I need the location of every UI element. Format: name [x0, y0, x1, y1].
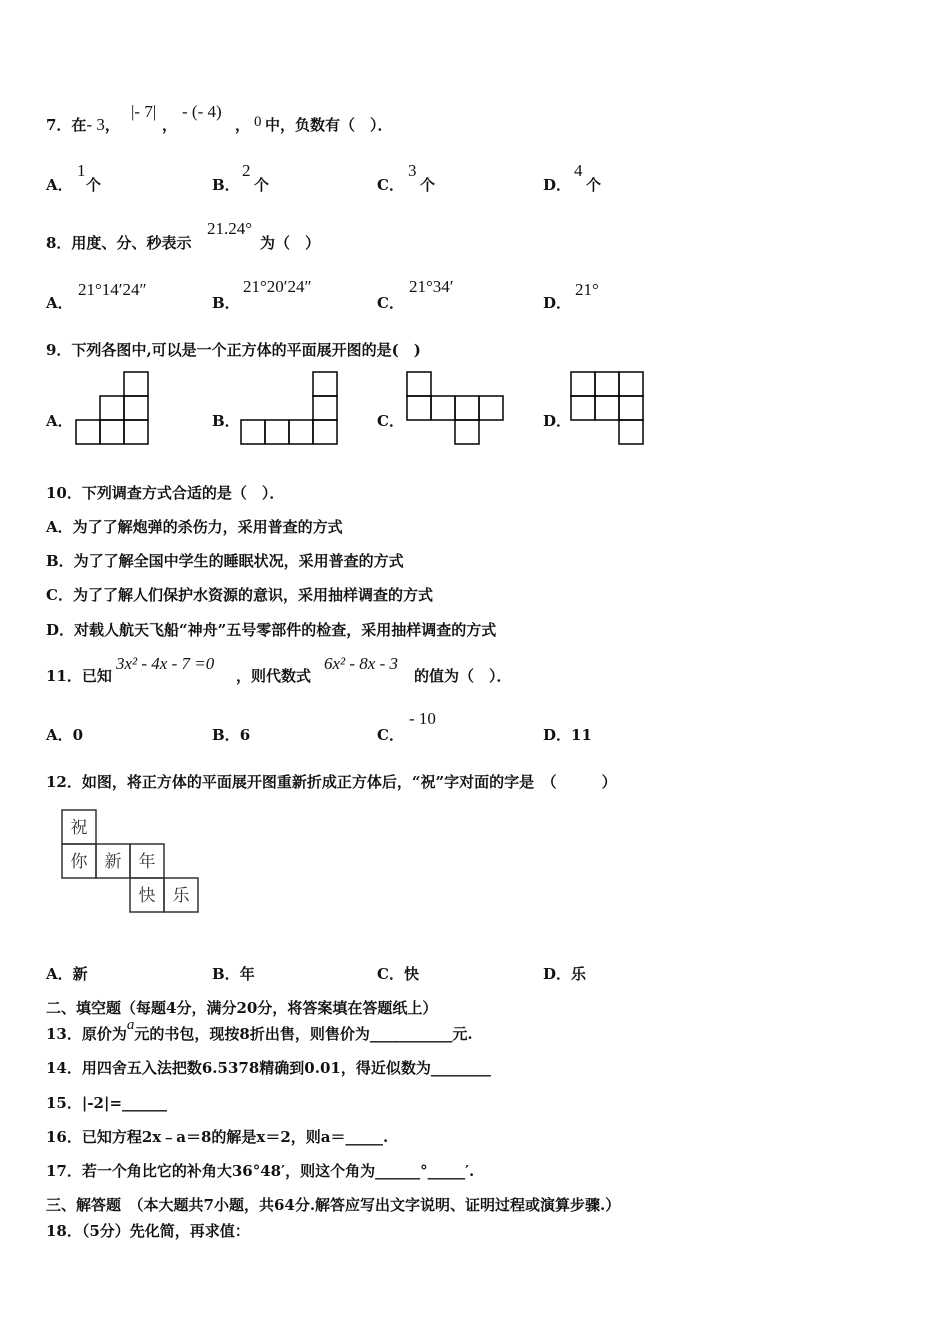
q9-net-a [76, 372, 150, 445]
q10-option-d[interactable]: D．对载人航天飞船“神舟”五号零部件的检查，采用抽样调查的方式 [46, 621, 497, 639]
q11-option-c[interactable]: C． [377, 726, 404, 744]
q7-stem: 7．在- 3， [46, 115, 120, 134]
q11-option-a[interactable]: A．0 [46, 726, 84, 744]
q8-option-a[interactable]: A． [46, 294, 73, 312]
q8-stem: 8．用度、分、秒表示 [46, 234, 192, 252]
q7-option-d[interactable]: D． [543, 176, 572, 194]
q12-stem: 12．如图，将正方体的平面展开图重新折成正方体后，“祝”字对面的字是 （ ） [46, 773, 617, 791]
q9-net-d [571, 372, 647, 445]
net-cell-nian: 年 [138, 852, 156, 872]
q7-option-a[interactable]: A． [46, 176, 73, 194]
q17: 17．若一个角比它的补角大36°48′，则这个角为______°_____′. [46, 1162, 475, 1180]
q7-option-b[interactable]: B． [212, 176, 240, 194]
net-cell-ni: 你 [70, 852, 88, 872]
q7-term-3: - (- 4) [182, 102, 222, 121]
q7-option-c[interactable]: C． [377, 176, 404, 194]
q10-option-b[interactable]: B．为了了解全国中学生的睡眠状况，采用普查的方式 [46, 552, 404, 570]
q10-stem: 10．下列调查方式合适的是（ ）． [46, 484, 285, 502]
q8-value: 21.24° [207, 219, 253, 238]
q15: 15．|-2|=______ [46, 1094, 168, 1112]
net-cell-xin: 新 [104, 852, 122, 872]
q9-option-d[interactable]: D． [543, 412, 572, 430]
q9-net-b [241, 372, 339, 445]
q12-option-d[interactable]: D．乐 [543, 965, 587, 983]
q12-option-b[interactable]: B．年 [212, 965, 255, 983]
q8-option-b[interactable]: B． [212, 294, 240, 312]
net-cell-le: 乐 [172, 886, 190, 906]
section-2-heading: 二、填空题（每题4分，满分20分，将答案填在答题纸上） [46, 999, 438, 1017]
q13: 13．原价为a元的书包，现按8折出售，则售价为___________元. [46, 1017, 473, 1043]
q12-cube-net [61, 809, 203, 915]
q9-net-c [407, 372, 505, 445]
q14: 14．用四舍五入法把数6.5378精确到0.01，得近似数为________ [46, 1059, 491, 1077]
q11-equation: 3x² - 4x - 7 =0 [116, 654, 215, 673]
q11-option-b[interactable]: B．6 [212, 726, 251, 744]
q18: 18．（5分）先化简，再求值： [46, 1222, 250, 1240]
q12-option-a[interactable]: A．新 [46, 965, 88, 983]
q10-option-a[interactable]: A．为了了解炮弹的杀伤力，采用普查的方式 [46, 518, 343, 536]
q10-option-c[interactable]: C．为了了解人们保护水资源的意识，采用抽样调查的方式 [46, 586, 433, 604]
q16: 16．已知方程2x﹣a＝8的解是x＝2，则a＝_____. [46, 1128, 389, 1146]
q7-term-4: 0 [254, 114, 262, 130]
net-cell-zhu: 祝 [70, 818, 88, 838]
q11-stem: 11．已知 [46, 667, 112, 685]
net-cell-kuai: 快 [138, 886, 156, 906]
q9-option-b[interactable]: B． [212, 412, 240, 430]
q8-option-c[interactable]: C． [377, 294, 404, 312]
q11-expression: 6x² - 8x - 3 [324, 654, 399, 673]
q7-term-1: - 3 [86, 115, 105, 134]
q12-option-c[interactable]: C．快 [377, 965, 419, 983]
q7-term-2: |- 7| [131, 102, 157, 121]
q9-option-c[interactable]: C． [377, 412, 404, 430]
section-3-heading: 三、解答题 （本大题共7小题，共64分.解答应写出文字说明、证明过程或演算步骤.） [46, 1196, 621, 1214]
q7-suffix: 中，负数有（ ）． [265, 116, 393, 134]
q11-option-d[interactable]: D．11 [543, 726, 592, 744]
q9-stem: 9．下列各图中,可以是一个正方体的平面展开图的是( ) [46, 341, 421, 359]
q8-option-d[interactable]: D． [543, 294, 572, 312]
q9-option-a[interactable]: A． [46, 412, 73, 430]
